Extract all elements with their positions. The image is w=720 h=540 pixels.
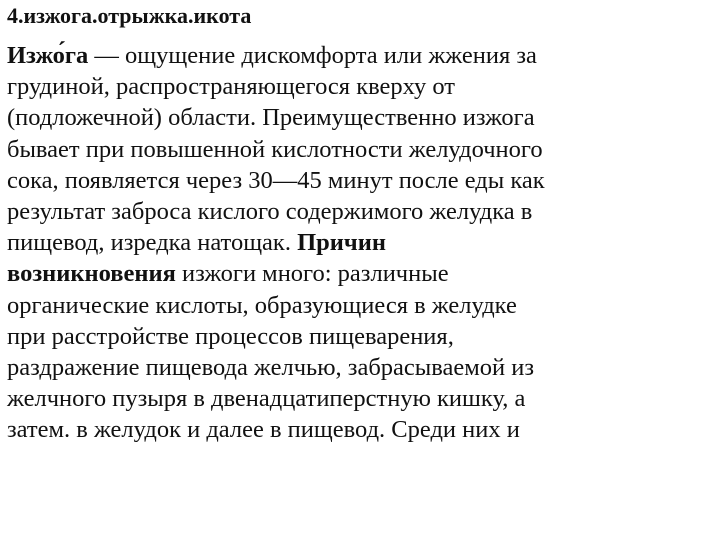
text-line-7-text: пищевод, изредка натощак. bbox=[7, 229, 298, 257]
text-line-5: сока, появляется через 30—45 минут после еды как bbox=[7, 166, 545, 194]
text-line-6: результат заброса кислого содержимого желудка в bbox=[7, 197, 533, 225]
text-line-12: желчного пузыря в двенадцатиперстную кишку, а bbox=[7, 385, 526, 413]
text-line-8-text: изжоги много: различные bbox=[181, 260, 449, 288]
text-line-4: бывает при повышенной кислотности желудочного bbox=[7, 135, 543, 163]
causes-emphasis-part1: Причин bbox=[297, 229, 386, 257]
text-line-8 bbox=[7, 258, 545, 289]
causes-emphasis-part2: возникновения bbox=[7, 260, 176, 288]
text-line-3: (подложечной) области. Преимущественно изжога bbox=[7, 104, 535, 132]
document-body bbox=[7, 40, 545, 445]
text-line-7 bbox=[7, 227, 545, 258]
text-line-11: раздражение пищевода желчью, забрасываемой из bbox=[7, 353, 535, 381]
term-heading: Изжо́га bbox=[7, 42, 89, 69]
text-line-9: органические кислоты, образующиеся в желудке bbox=[7, 291, 517, 319]
document-title: 4.изжога.отрыжка.икота bbox=[7, 3, 252, 28]
text-line-2: грудиной, распространяющегося кверху от bbox=[7, 73, 455, 101]
definition-text: — ощущение дискомфорта или жжения за bbox=[88, 42, 537, 69]
text-line-10: при расстройстве процессов пищеварения, bbox=[7, 322, 454, 350]
text-line-1 bbox=[7, 40, 545, 71]
text-line-13: затем. в желудок и далее в пищевод. Среди них и bbox=[7, 416, 520, 444]
